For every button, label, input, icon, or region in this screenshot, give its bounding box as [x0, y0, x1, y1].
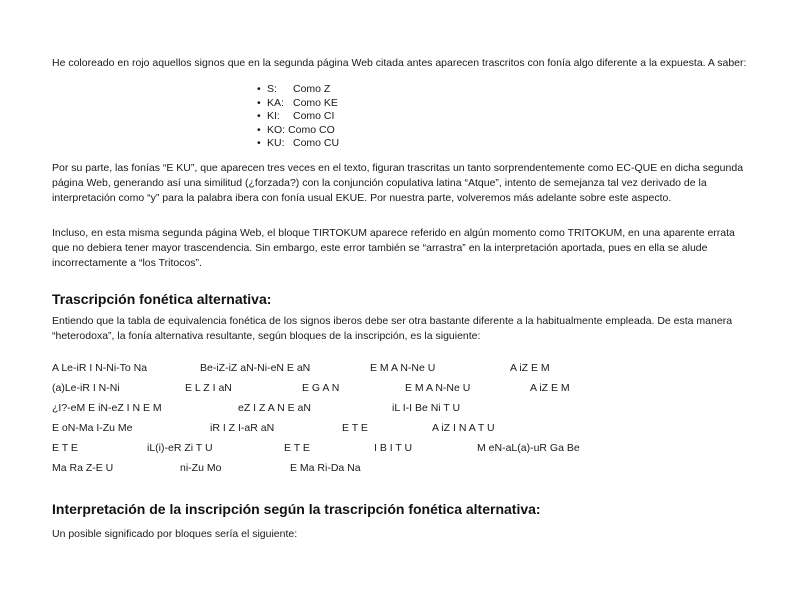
sign-value: Como CI: [293, 110, 335, 122]
sign-list-item: [255, 83, 339, 97]
sign-code: KO:: [267, 123, 286, 136]
phonetic-block: E M A N-Ne U: [370, 362, 436, 374]
phonetic-block: Be-iZ-iZ aN-Ni-eN E aN: [200, 362, 311, 374]
sign-code: KU:: [267, 137, 285, 149]
phonetic-block: A Le-iR I N-Ni-To Na: [52, 362, 148, 374]
phonetic-block: eZ I Z A N E aN: [238, 402, 311, 414]
phonetic-block: Ma Ra Z-E U: [52, 462, 114, 474]
sign-code: KI:: [267, 110, 280, 122]
phonetic-block: ni-Zu Mo: [180, 462, 222, 474]
heading-trascripcion: Trascripción fonética alternativa:: [52, 291, 272, 307]
sign-list-item: [255, 97, 339, 111]
sign-code: S:: [267, 83, 277, 95]
sign-value: Como CO: [288, 123, 335, 136]
sign-value: Como KE: [293, 96, 338, 109]
phonetic-block: E L Z I aN: [185, 382, 232, 394]
phonetic-block: E M A N-Ne U: [405, 382, 471, 394]
sign-value: Como Z: [293, 83, 331, 95]
phonetic-block: iL I-I Be Ni T U: [392, 402, 461, 414]
sign-list-item: [255, 124, 339, 138]
sign-code: KA:: [267, 96, 284, 109]
phonetic-block: A iZ E M: [510, 362, 550, 374]
paragraph-ekue: Por su parte, las fonías “E KU”, que aparecen tres veces en el texto, figuran trascritas un tanto sorprendentemente como EC-QUE en dicha segunda página Web, generando así una similitud (¿forzada?) con la conjunción copulativa latina “Atque”, intento de semejanza tal vez derivado de la interpretación como “y” para la palabra ibera con fonía usual EKUE. Por nuestra parte, volveremos más adelante sobre este aspecto.: [52, 162, 744, 204]
phonetic-block: M eN-aL(a)-uR Ga Be: [477, 442, 580, 454]
phonetic-block: A iZ I N A T U: [432, 422, 495, 434]
sign-value: Como CU: [293, 137, 340, 149]
paragraph-significado: Un posible significado por bloques sería el siguiente:: [52, 528, 298, 540]
phonetic-block: (a)Le-iR I N-Ni: [52, 382, 120, 394]
phonetic-block: iL(i)-eR Zi T U: [147, 442, 213, 454]
phonetic-block: E T E: [52, 442, 78, 454]
sign-list: [255, 83, 339, 151]
paragraph-tirtokum: Incluso, en esta misma segunda página Web, el bloque TIRTOKUM aparece referido en algún momento como TRITOKUM, en una aparente errata que no debiera tener mayor trascendencia. Sin embargo, este error también se “arrastra” en la interpretación aportada, pues en ella se alude incorrectamente a “los Tritocos”.: [52, 227, 735, 269]
heading-interpretacion: Interpretación de la inscripción según la trascripción fonética alternativa:: [52, 501, 541, 517]
sign-list-item: [255, 137, 339, 151]
phonetic-block: A iZ E M: [530, 382, 570, 394]
phonetic-block: ¿I?-eM E iN-eZ I N E M: [52, 402, 162, 414]
sign-list-item: [255, 110, 339, 124]
phonetic-block: E Ma Ri-Da Na: [290, 462, 361, 474]
phonetic-block: E T E: [342, 422, 368, 434]
paragraph-equivalencia: Entiendo que la tabla de equivalencia fonética de los signos iberos debe ser otra bastante diferente a la habitualmente empleada. De esta manera “heterodoxa”, la fonía alternativa resultante, según bloques de la inscripción, es la siguiente:: [52, 315, 733, 342]
phonetic-block: I B I T U: [374, 442, 413, 454]
phonetic-block: E oN-Ma I-Zu Me: [52, 422, 133, 434]
intro-paragraph: He coloreado en rojo aquellos signos que en la segunda página Web citada antes aparecen trascritos con fonía algo diferente a la expuesta. A saber:: [52, 57, 747, 69]
phonetic-block: iR I Z I-aR aN: [210, 422, 275, 434]
phonetic-block: E G A N: [302, 382, 340, 394]
phonetic-block: E T E: [284, 442, 310, 454]
